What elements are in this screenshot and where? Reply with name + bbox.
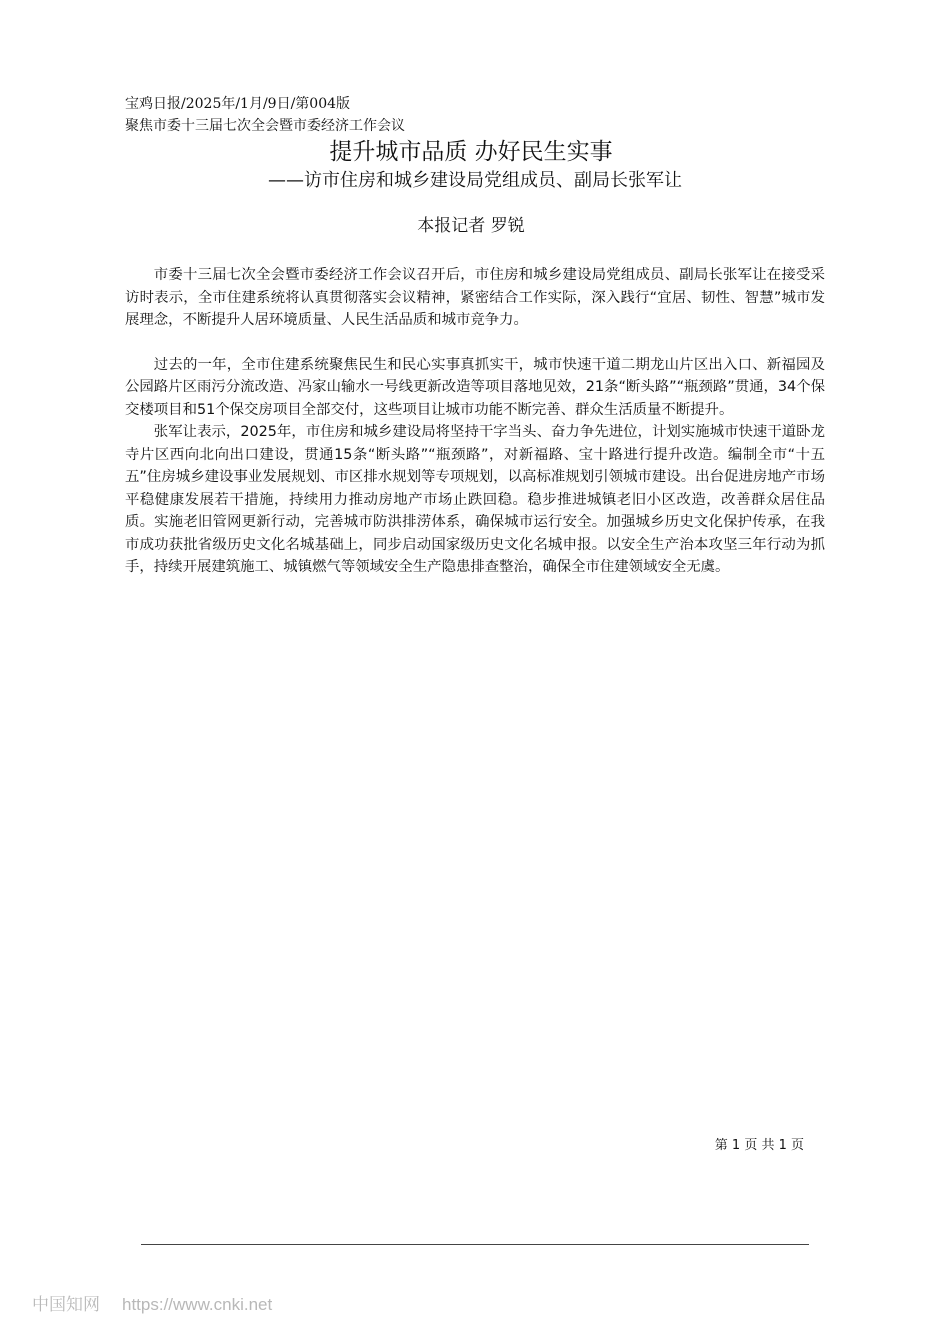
article-paragraph: 市委十三届七次全会暨市委经济工作会议召开后，市住房和城乡建设局党组成员、副局长张军让在接受采访时表示，全市住建系统将认真贯彻落实会议精神，紧密结合工作实际，深入践行“宜居、韧性、智慧”城市发展理念，不断提升人居环境质量、人民生活品质和城市竞争力。 — [125, 267, 825, 328]
article-byline: 本报记者 罗锐 — [417, 216, 525, 236]
article-paragraph: 张军让表示，2025年，市住房和城乡建设局将坚持干字当头、奋力争先进位，计划实施城市快速干道卧龙寺片区西向北向出口建设，贯通15条“断头路”“瓶颈路”，对新福路、宝十路进行提升改造。编制全市“十五五”住房城乡建设事业发展规划、市区排水规划等专项规划，以高标准规划引领城市建设。出台促进房地产市场平稳健康发展若干措施，持续用力推动房地产市场止跌回稳。稳步推进城镇老旧小区改造，改善群众居住品质。实施老旧管网更新行动，完善城市防洪排涝体系，确保城市运行安全。加强城乡历史文化保护传承，在我市成功获批省级历史文化名城基础上，同步启动国家级历史文化名城申报。以安全生产治本攻坚三年行动为抓手，持续开展建筑施工、城镇燃气等领域安全生产隐患排查整治，确保全市住建领域安全无虞。 — [125, 424, 825, 575]
footer-divider — [141, 1244, 809, 1245]
watermark-brand: 中国知网 — [32, 1295, 100, 1314]
cnki-watermark — [32, 1294, 272, 1316]
watermark-url: https://www.cnki.net — [122, 1295, 273, 1314]
article-subheadline: ——访市住房和城乡建设局党组成员、副局长张军让 — [268, 170, 682, 191]
page-number: 第 1 页 共 1 页 — [714, 1138, 804, 1153]
source-line: 宝鸡日报/2025年/1月/9日/第004版 — [125, 96, 351, 112]
article-body — [125, 264, 825, 579]
article-paragraph: 过去的一年，全市住建系统聚焦民生和民心实事真抓实干，城市快速干道二期龙山片区出入口、新福园及公园路片区雨污分流改造、冯家山输水一号线更新改造等项目落地见效，21条“断头路”“瓶颈路”贯通，34个保交楼项目和51个保交房项目全部交付，这些项目让城市功能不断完善、群众生活质量不断提升。 — [125, 356, 825, 418]
article-headline: 提升城市品质 办好民生实事 — [329, 139, 613, 165]
column-title: 聚焦市委十三届七次全会暨市委经济工作会议 — [125, 118, 405, 134]
